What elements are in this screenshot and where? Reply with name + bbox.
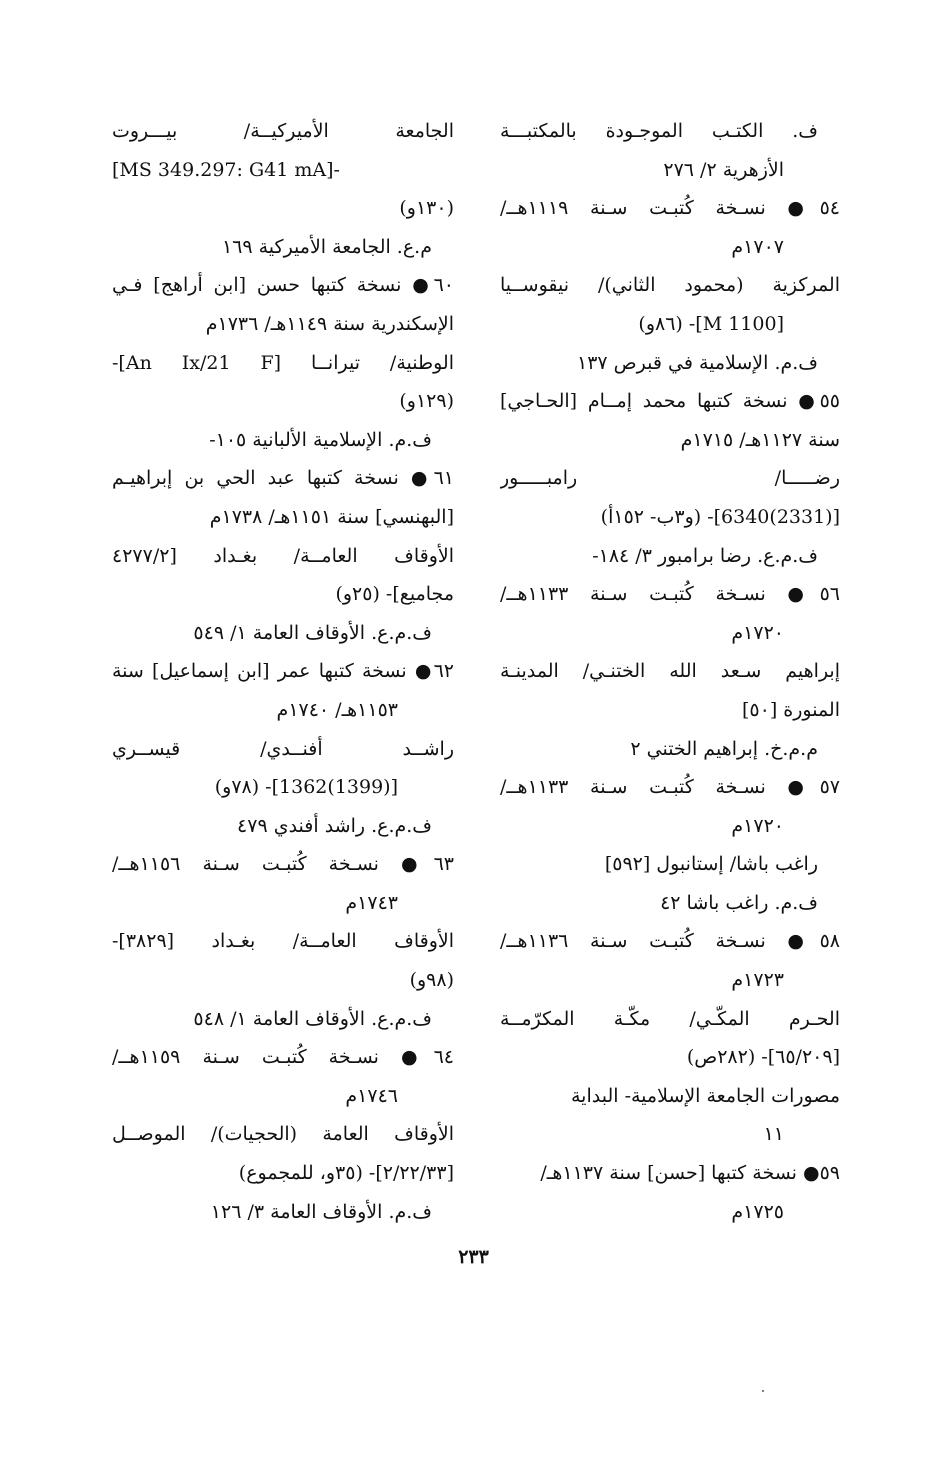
text-line: (١٣٠و): [399, 197, 454, 220]
text-line: ف.م. الأوقاف العامة ٣/ ١٢٦: [210, 1200, 432, 1223]
text-line: [M 1100]- (٨٦و): [638, 312, 784, 335]
text-line: ف.م.ع. راشد أفندي ٤٧٩: [237, 814, 432, 837]
text-line: الجامعة الأميركيــة/ بيـــروت: [112, 120, 454, 142]
text-line: راشــد أفنــدي/ قيســري: [112, 737, 454, 760]
text-line: ف.م. الإسلامية في قبرص ١٣٧: [577, 351, 818, 374]
text-line: ١٧٢٠م: [731, 621, 784, 644]
text-line: ٥٧● نسـخة كُتبـت سـنة ١١٣٣هــ/: [500, 776, 840, 799]
text-line: الأزهرية ٢/ ٢٧٦: [663, 158, 784, 181]
text-line: ٦٢● نسخة كتبها عمر [ابن إسماعيل] سنة: [112, 660, 454, 683]
text-line: [(1399)1362]- (٧٨و): [214, 776, 398, 799]
text-line: ف.م.ع. رضا برامبور ٣/ ١٨٤-: [592, 544, 818, 567]
text-line: راغب باشا/ إستانبول [٥٩٢]: [604, 853, 818, 876]
text-line: إبراهيم سـعد الله الختنـي/ المدينـة: [500, 660, 840, 683]
text-line: ١٧٢٥م: [731, 1200, 784, 1223]
text-line: [(2331)6340]- (و٣ب- ١٥٢أ): [600, 505, 840, 528]
text-line: ١٧٢٣م: [731, 969, 784, 992]
text-line: (١٢٩و): [399, 390, 454, 413]
text-line: ف.م.ع. الأوقاف العامة ١/ ٥٤٨: [193, 1007, 432, 1030]
text-line: -[MS 349.297: G41 mA]: [112, 158, 340, 181]
text-line: ٥٦● نسـخة كُتبـت سـنة ١١٣٣هــ/: [500, 583, 840, 606]
text-line: الحـرم المكّـي/ مكّـة المكرّمــة: [500, 1007, 840, 1030]
text-line: ٥٥● نسخة كتبها محمد إمــام [الحـاجي]: [500, 390, 840, 413]
text-line: الوطنية/ تيرانــا [An Ix/21 F]-: [112, 351, 454, 374]
text-line: سنة ١١٢٧هـ/ ١٧١٥م: [680, 428, 840, 451]
text-line: رضـــــا/ رامبـــــور: [500, 467, 840, 490]
text-line: ٥٨● نسـخة كُتبـت سـنة ١١٣٦هــ/: [500, 930, 840, 953]
text-line: المنورة [٥٠]: [741, 698, 840, 721]
text-line: ١٧٢٠م: [731, 814, 784, 837]
text-line: ٥٤● نسـخة كُتبـت سـنة ١١١٩هــ/: [500, 197, 840, 220]
text-line: ١٧٠٧م: [731, 235, 784, 258]
text-line: ٥٩● نسخة كتبها [حسن] سنة ١١٣٧هـ/: [540, 1162, 840, 1185]
text-line: ف.م. الإسلامية الألبانية ١٠٥-: [209, 428, 432, 451]
text-line: ٦١● نسخة كتبها عبد الحي بن إبراهيـم: [112, 467, 454, 490]
text-line: مجاميع]- (٢٥و): [335, 583, 454, 606]
text-line: (٩٨و): [409, 969, 454, 992]
text-line: ١١: [763, 1123, 784, 1146]
text-line: الأوقاف العامــة/ بغـداد [٤٢٧٧/٢: [112, 544, 454, 567]
text-line: ف.م.ع. الأوقاف العامة ١/ ٥٤٩: [193, 621, 432, 644]
left-column: [112, 112, 454, 1231]
text-line: ١٧٤٣م: [345, 891, 398, 914]
right-column: [500, 112, 840, 1231]
text-line: ف.م. راغب باشا ٤٢: [660, 891, 818, 914]
text-line: م.م.خ. إبراهيم الختني ٢: [630, 737, 818, 760]
text-line: مصورات الجامعة الإسلامية- البداية: [571, 1084, 840, 1107]
text-line: ٦٠● نسخة كتبها حسن [ابن أراهج] فـي: [112, 274, 454, 297]
text-line: [البهنسي] سنة ١١٥١هـ/ ١٧٣٨م: [209, 505, 454, 528]
text-line: الأوقاف العامة (الحجيات)/ الموصــل: [112, 1123, 454, 1146]
page-number: ٢٣٣: [458, 1246, 489, 1268]
text-line: ١٧٤٦م: [345, 1084, 398, 1107]
text-line: المركزية (محمود الثاني)/ نيقوســيا: [500, 274, 840, 297]
text-line: ف. الكتـب الموجـودة بالمكتبـــة: [500, 120, 818, 142]
text-line: الأوقاف العامــة/ بغـداد [٣٨٢٩]-: [112, 930, 454, 953]
text-line: م.ع. الجامعة الأميركية ١٦٩: [221, 235, 432, 258]
scan-speck: [762, 1390, 764, 1392]
text-line: [٦٥/٢٠٩]- (٢٨٢ص): [686, 1046, 840, 1069]
text-line: ٦٣● نسـخة كُتبـت سـنة ١١٥٦هــ/: [112, 853, 454, 876]
text-line: [٢/٢٢/٣٣]- (٣٥و، للمجموع): [238, 1162, 454, 1185]
text-line: ٦٤● نسـخة كُتبـت سـنة ١١٥٩هــ/: [112, 1046, 454, 1069]
text-line: ١١٥٣هـ/ ١٧٤٠م: [276, 698, 398, 721]
text-line: الإسكندرية سنة ١١٤٩هـ/ ١٧٣٦م: [205, 312, 454, 335]
